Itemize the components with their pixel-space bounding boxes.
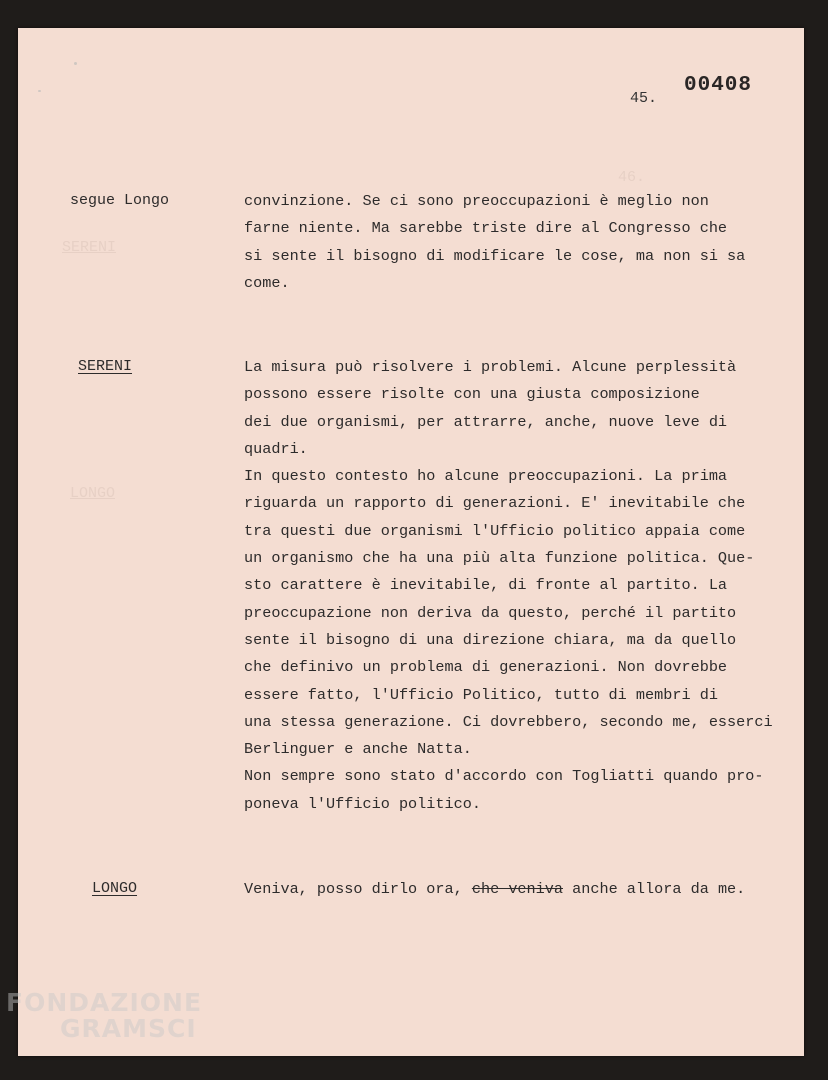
watermark-line: GRAMSCI	[60, 1014, 197, 1043]
speaker-label: SERENI	[78, 358, 133, 375]
text-line: sente il bisogno di una direzione chiara, ma da quello	[244, 630, 737, 649]
text-line: In questo contesto ho alcune preoccupazioni. La prima	[244, 467, 728, 486]
watermark-line: FONDAZIONE	[6, 988, 203, 1017]
text-fragment: Veniva, posso dirlo ora,	[244, 880, 472, 898]
document-page	[18, 28, 804, 1056]
text-line: essere fatto, l'Ufficio Politico, tutto di membri di	[244, 685, 718, 704]
document-number: 00408	[684, 74, 753, 97]
struck-text: che veniva	[471, 880, 563, 898]
fondazione-gramsci-watermark	[6, 990, 202, 1042]
text-line: tra questi due organismi l'Ufficio politico appaia come	[244, 521, 746, 540]
speaker-label: LONGO	[92, 880, 138, 897]
text-line: dei due organismi, per attrarre, anche, nuove leve di	[244, 412, 728, 431]
text-line: poneva l'Ufficio politico.	[244, 794, 481, 813]
paper-speck	[38, 90, 41, 92]
text-line: riguarda un rapporto di generazioni. E' inevitabile che	[244, 494, 746, 513]
text-line: La misura può risolvere i problemi. Alcune perplessità	[244, 358, 737, 376]
text-line: come.	[244, 273, 290, 292]
speech-paragraph	[244, 876, 792, 903]
text-line: farne niente. Ma sarebbe triste dire al Congresso che	[244, 219, 728, 238]
text-line	[244, 876, 792, 903]
text-line: sto carattere è inevitabile, di fronte al partito. La	[244, 576, 728, 595]
text-line: Non sempre sono stato d'accordo con Togliatti quando pro-	[244, 767, 764, 786]
bleed-through-speaker: LONGO	[70, 485, 116, 502]
text-line: possono essere risolte con una giusta composizione	[244, 385, 700, 404]
speaker-label: segue Longo	[70, 192, 170, 209]
text-line: preoccupazione non deriva da questo, perché il partito	[244, 603, 737, 622]
page-number: 45.	[630, 90, 658, 107]
text-line: una stessa generazione. Ci dovrebbero, secondo me, esserci	[244, 712, 773, 731]
text-line: si sente il bisogno di modificare le cose, ma non si sa	[244, 246, 746, 265]
speech-paragraph	[244, 354, 792, 818]
paper-speck	[74, 62, 77, 65]
speech-paragraph	[244, 188, 792, 297]
bleed-through-page-number: 46.	[618, 169, 646, 186]
text-line: quadri.	[244, 439, 308, 458]
text-fragment: anche allora da me.	[563, 880, 746, 898]
bleed-through-speaker: SERENI	[62, 239, 117, 256]
text-line: un organismo che ha una più alta funzione politica. Que-	[244, 549, 755, 568]
text-line: convinzione. Se ci sono preoccupazioni è meglio non	[244, 192, 709, 210]
text-line: Berlinguer e anche Natta.	[244, 740, 472, 759]
text-line: che definivo un problema di generazioni. Non dovrebbe	[244, 658, 728, 677]
